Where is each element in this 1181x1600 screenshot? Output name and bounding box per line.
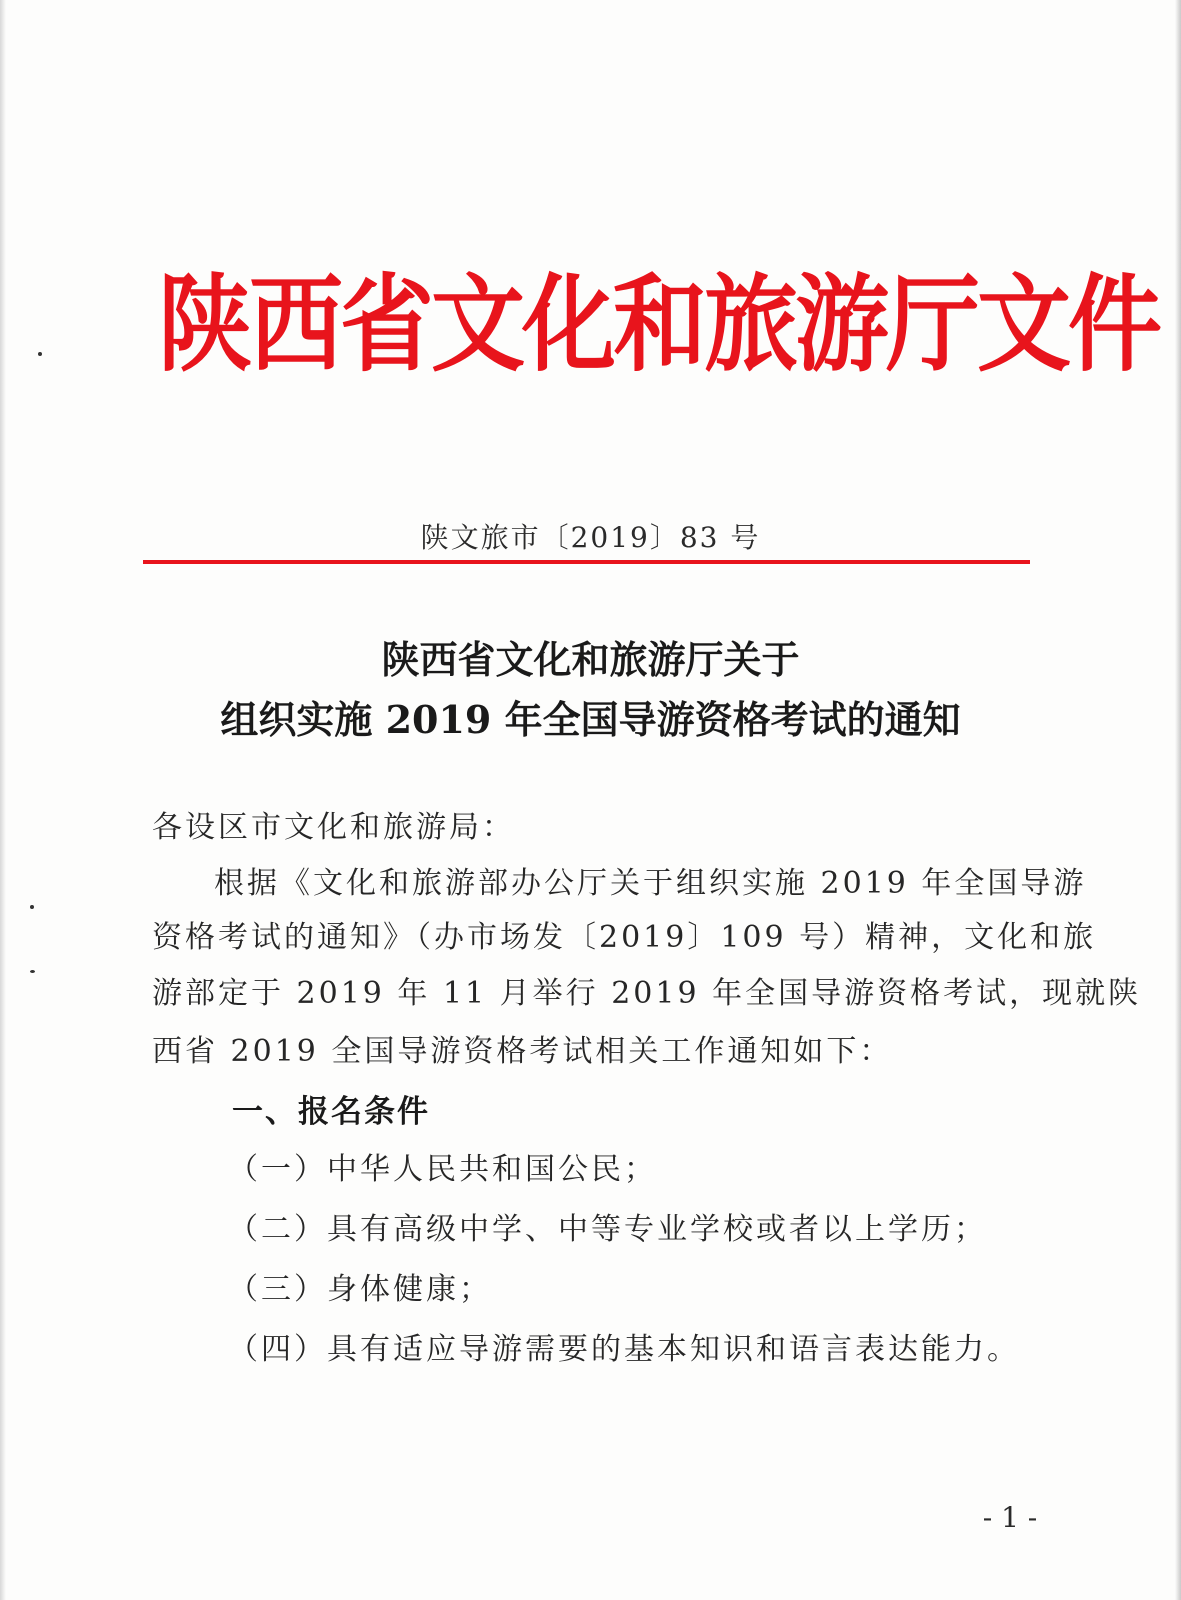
salutation: 各设区市文化和旅游局：	[152, 810, 515, 845]
list-item: （一）中华人民共和国公民；	[228, 1152, 657, 1187]
scan-speck	[30, 970, 35, 973]
document-number: 陕文旅市〔2019〕83 号	[420, 521, 761, 554]
scan-edge-right	[1175, 0, 1181, 1600]
paragraph-line: 资格考试的通知》（办市场发〔2019〕109 号）精神，文化和旅	[152, 920, 1097, 955]
paragraph-line: 根据《文化和旅游部办公厅关于组织实施 2019 年全国导游	[214, 866, 1087, 901]
red-separator-line	[143, 560, 1030, 564]
paragraph-line: 游部定于 2019 年 11 月举行 2019 年全国导游资格考试，现就陕	[152, 976, 1142, 1011]
notice-title-line-2: 组织实施 2019 年全国导游资格考试的通知	[220, 697, 961, 742]
page-number: - 1 -	[982, 1501, 1038, 1534]
list-item: （二）具有高级中学、中等专业学校或者以上学历；	[228, 1212, 987, 1247]
scan-speck	[38, 352, 42, 356]
agency-title: 陕西省文化和旅游厅文件	[158, 263, 1160, 387]
section-heading: 一、报名条件	[232, 1094, 430, 1130]
list-item: （三）身体健康；	[228, 1272, 492, 1307]
notice-title-line-1: 陕西省文化和旅游厅关于	[381, 637, 800, 682]
paragraph-line: 西省 2019 全国导游资格考试相关工作通知如下：	[152, 1034, 893, 1069]
list-item: （四）具有适应导游需要的基本知识和语言表达能力。	[228, 1332, 1020, 1367]
scan-edge-left	[0, 0, 6, 1600]
scan-speck	[30, 905, 34, 909]
